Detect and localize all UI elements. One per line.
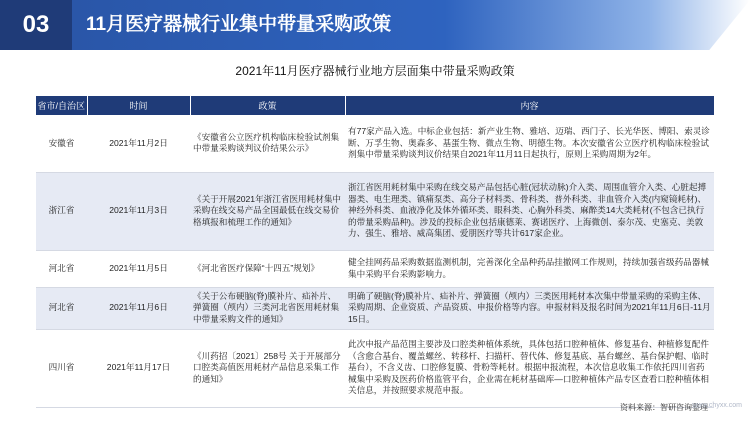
cell-policy: 《关于公布硬脑(脊)膜补片、疝补片、弹簧圈（颅内）三类河北省医用耗材集中带量采购文件的通知》 bbox=[190, 287, 345, 329]
cell-date: 2021年11月17日 bbox=[87, 329, 190, 407]
cell-region: 河北省 bbox=[36, 250, 87, 287]
cell-content: 有77家产品入选。中标企业包括：新产业生物、雅培、迈瑞、西门子、长光华医、博阳、索灵诊断、万孚生物、奥森多、基蛋生物、微点生物、明德生物。本次安徽省公立医疗机构临床检验试剂集中带量采购谈判议价结果自2021年11月11日起执行，原则上采购周期为2年。 bbox=[345, 115, 714, 172]
cell-region: 四川省 bbox=[36, 329, 87, 407]
cell-policy: 《河北省医疗保障“十四五”规划》 bbox=[190, 250, 345, 287]
cell-region: 安徽省 bbox=[36, 115, 87, 172]
table-title: 2021年11月医疗器械行业地方层面集中带量采购政策 bbox=[235, 64, 515, 78]
source-url: www.chyxx.com bbox=[692, 402, 742, 409]
cell-policy: 《安徽省公立医疗机构临床检验试剂集中带量采购谈判议价结果公示》 bbox=[190, 115, 345, 172]
column-header-region: 省市/自治区 bbox=[36, 96, 87, 115]
cell-region: 浙江省 bbox=[36, 172, 87, 250]
policy-table bbox=[36, 96, 715, 408]
column-header-content: 内容 bbox=[345, 96, 714, 115]
column-header-policy: 政策 bbox=[190, 96, 345, 115]
cell-content: 浙江省医用耗材集中采购在线交易产品包括心脏(冠状动脉)介入类、周围血管介入类、心脏起搏器类、电生理类、镇痛泵类、高分子材料类、骨科类、普外科类、非血管介入类(内窥镜耗材)、神经外科类、血液净化及体外循环类、眼科类、心胸外科类、麻醉类14大类耗材(不包含已执行的带量采购品种)。涉及的投标企业包括康德莱、赛诺医疗、上海微创、泰尔茂、史塞克、美敦力、强生、雅培、威高集团、爱朋医疗等共计617家企业。 bbox=[345, 172, 714, 250]
table-row bbox=[36, 250, 714, 287]
cell-content: 明确了硬脑(脊)膜补片、疝补片、弹簧圈（颅内）三类医用耗材本次集中带量采购的采购主体、采购周期、企业资质、产品资质、申报价格等内容。申报材料及报名时间为2021年11月6日-11月15日。 bbox=[345, 287, 714, 329]
table-row bbox=[36, 115, 714, 172]
column-header-date: 时间 bbox=[87, 96, 190, 115]
table-row bbox=[36, 287, 714, 329]
table-row bbox=[36, 172, 714, 250]
section-header bbox=[0, 0, 750, 50]
cell-date: 2021年11月2日 bbox=[87, 115, 190, 172]
cell-content: 此次申报产品范围主要涉及口腔类种植体系统，具体包括口腔种植体、修复基台、种植修复配件（含愈合基台、覆盖螺丝、转移杆、扫描杆、替代体、修复基底、基台螺丝、基台保护帽、临时基台），不含义齿、口腔修复膜、骨粉等耗材。根据申报流程，本次信息收集工作依托四川省药械集中采购及医药价格监管平台，企业需在耗材基础库—口腔种植体产品专区查看口腔种植体相关信息，并按照要求规范申报。 bbox=[345, 329, 714, 407]
cell-policy: 《川药招〔2021〕258号 关于开展部分口腔类高值医用耗材产品信息采集工作的通知》 bbox=[190, 329, 345, 407]
source-note: 资料来源：智研咨询整理 bbox=[620, 403, 708, 412]
cell-region: 河北省 bbox=[36, 287, 87, 329]
table-header-row bbox=[36, 96, 714, 115]
page-title: 11月医疗器械行业集中带量采购政策 bbox=[86, 14, 392, 35]
cell-date: 2021年11月6日 bbox=[87, 287, 190, 329]
cell-date: 2021年11月5日 bbox=[87, 250, 190, 287]
cell-policy: 《关于开展2021年浙江省医用耗材集中采购在线交易产品全国最低在线交易价格填报和梳理工作的通知》 bbox=[190, 172, 345, 250]
cell-content: 健全挂网药品采购数据监测机制，完善深化全品种药品挂撤网工作规则，持续加强省级药品器械集中采购平台采购影响力。 bbox=[345, 250, 714, 287]
table-row bbox=[36, 329, 714, 407]
cell-date: 2021年11月3日 bbox=[87, 172, 190, 250]
section-number: 03 bbox=[0, 0, 72, 50]
